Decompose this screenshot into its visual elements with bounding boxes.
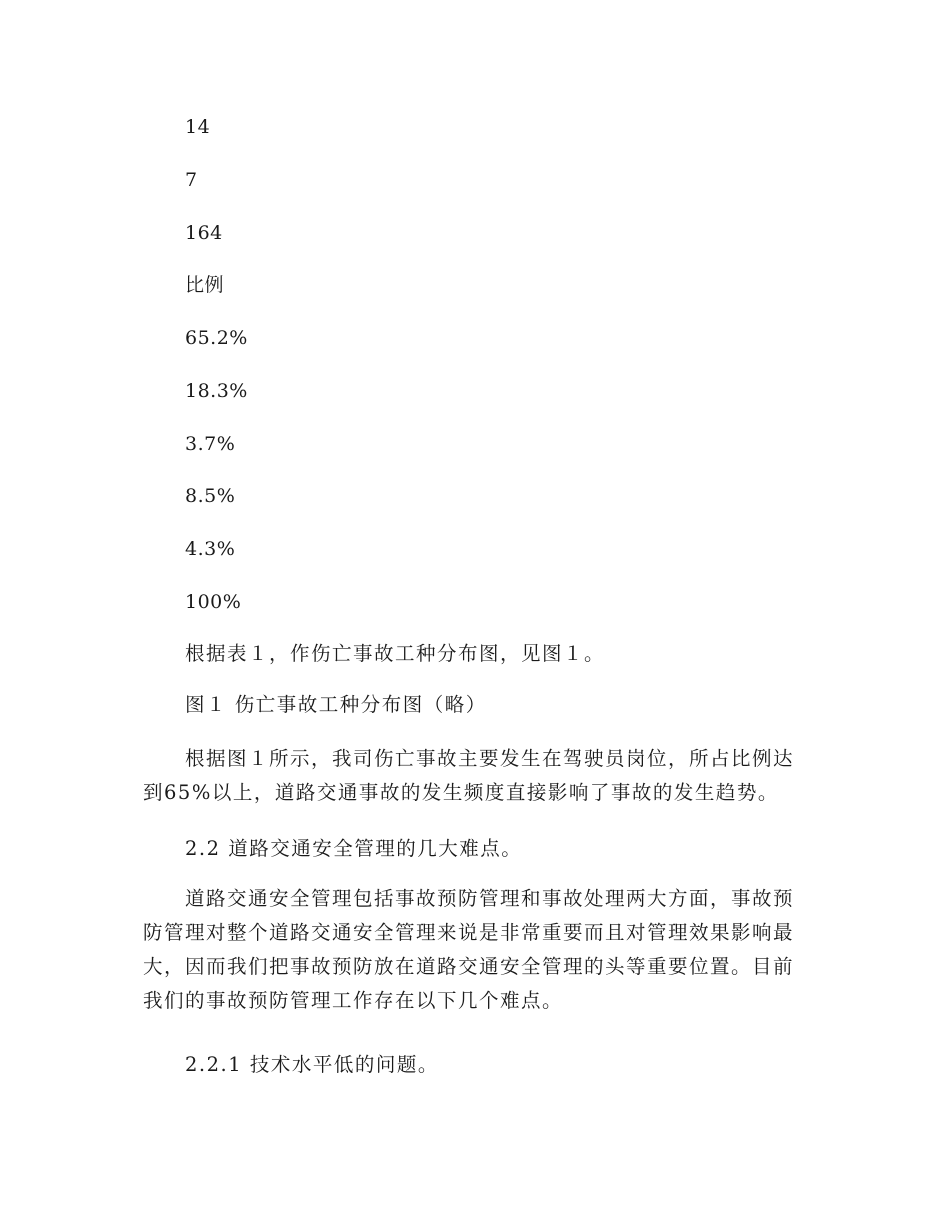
paragraph-accident-analysis: 根据图１所示，我司伤亡事故主要发生在驾驶员岗位，所占比例达到65%以上，道路交通事故的发生频度直接影响了事故的发生趋势。 <box>143 747 795 804</box>
ratio-total: 100% <box>185 591 242 613</box>
ratio-column-header: 比例 <box>185 274 225 296</box>
table-cell-value: 7 <box>185 169 198 191</box>
ratio-value: 8.5% <box>185 485 236 507</box>
figure-reference-line: 根据表１，作伤亡事故工种分布图，见图１。 <box>185 642 606 665</box>
ratio-value: 4.3% <box>185 538 236 560</box>
table-cell-value: 164 <box>185 222 223 244</box>
figure-caption: 图１ 伤亡事故工种分布图（略） <box>185 693 487 716</box>
table-cell-value: 14 <box>185 116 211 138</box>
section-heading-2-2: 2.2 道路交通安全管理的几大难点。 <box>185 837 523 860</box>
ratio-value: 65.2% <box>185 327 248 349</box>
ratio-value: 18.3% <box>185 380 248 402</box>
paragraph-management-difficulties: 道路交通安全管理包括事故预防管理和事故处理两大方面，事故预防管理对整个道路交通安全管理来说是非常重要而且对管理效果影响最大，因而我们把事故预防放在道路交通安全管理的头等重要位置。目前我们的事故预防管理工作存在以下几个难点。 <box>143 887 795 1012</box>
ratio-value: 3.7% <box>185 433 236 455</box>
section-heading-2-2-1: 2.2.1 技术水平低的问题。 <box>185 1053 439 1076</box>
